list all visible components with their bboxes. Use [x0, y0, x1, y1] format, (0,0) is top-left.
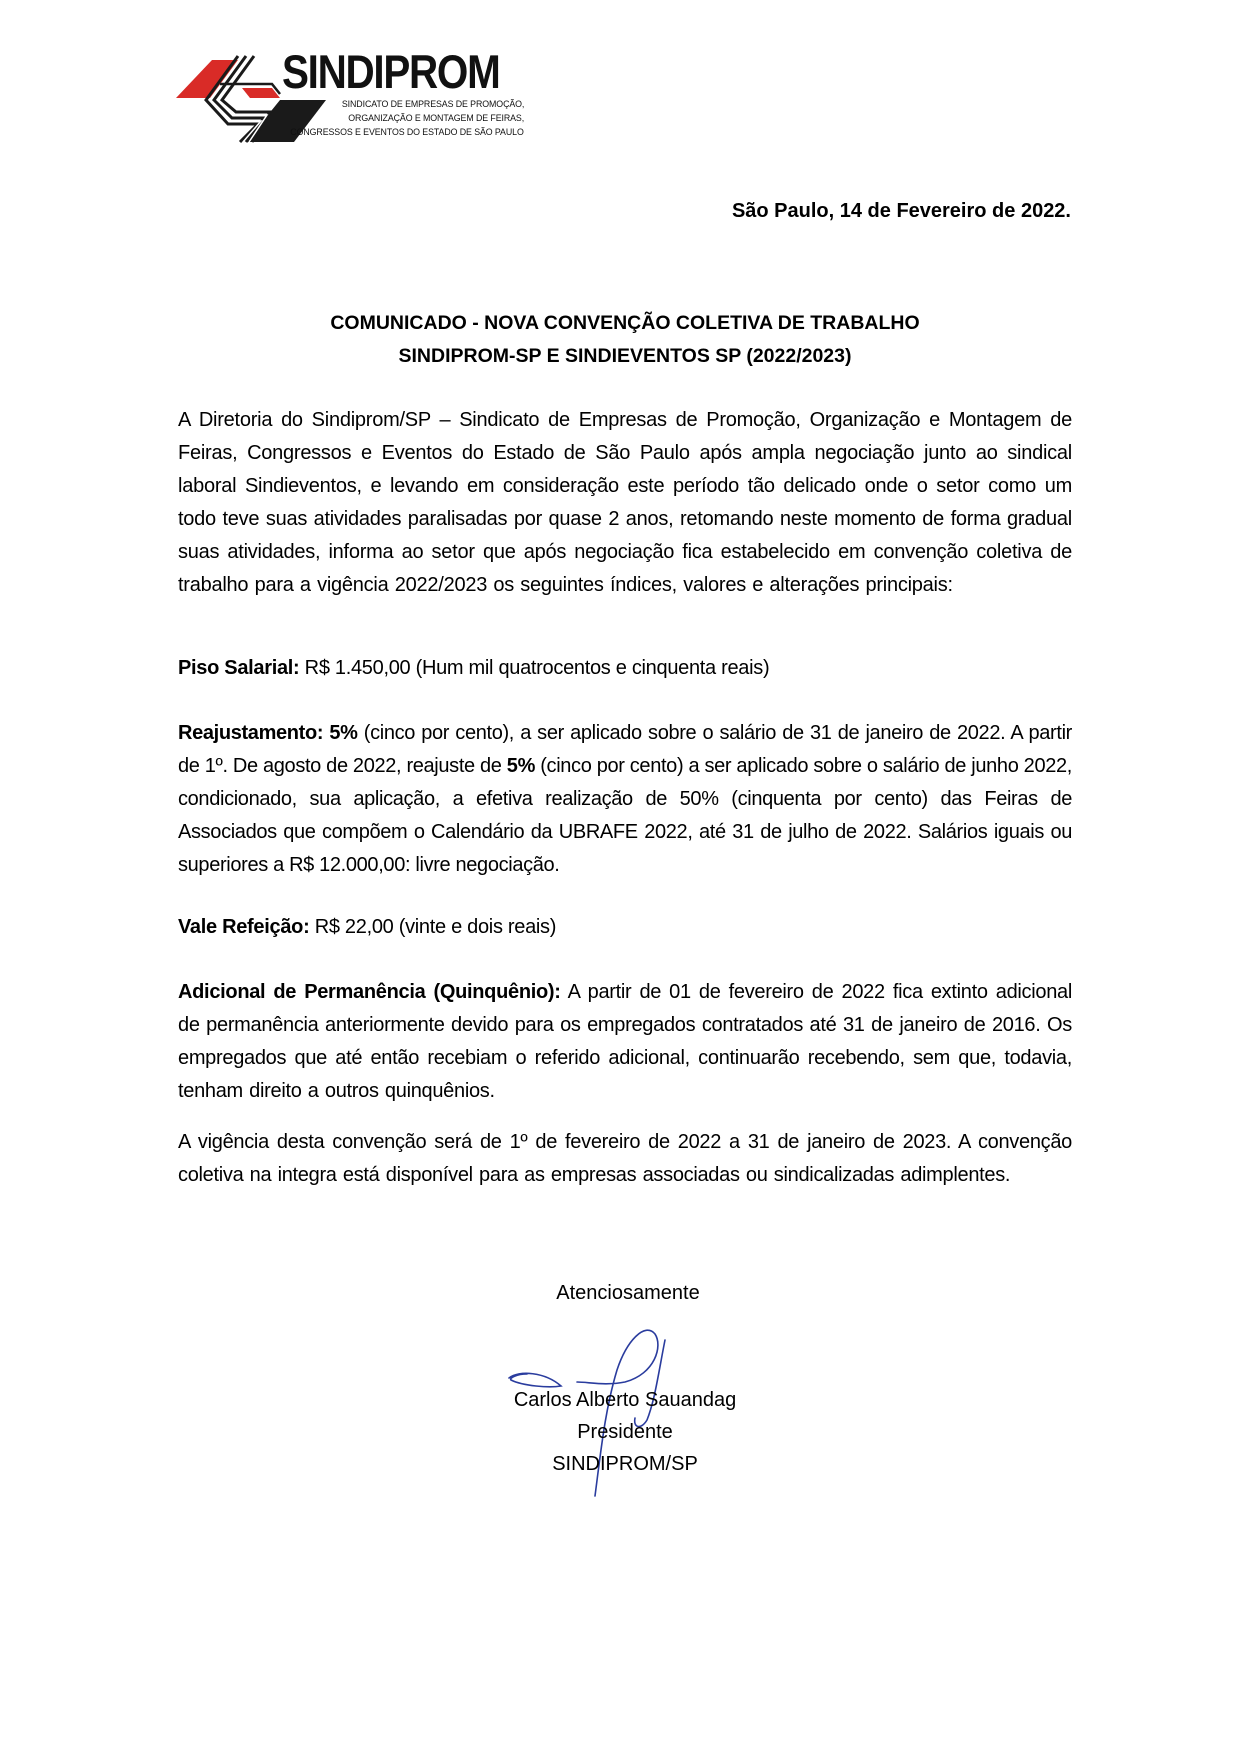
vale-label: Vale Refeição: — [178, 916, 310, 938]
vale-text: R$ 22,00 (vinte e dois reais) — [309, 916, 557, 938]
document-date: São Paulo, 14 de Fevereiro de 2022. — [731, 200, 1071, 222]
salutation: Atenciosamente — [556, 1282, 700, 1304]
sindiprom-logo — [176, 45, 528, 144]
piso-label: Piso Salarial: — [178, 657, 300, 679]
vale-refeicao-paragraph — [178, 911, 1072, 944]
adicional-text: A partir de 01 de fevereiro de 2022 fica extinto adicional de permanência anteriormente devido para os empregados contratados até 31 de janeiro de 2016. Os empregados que até então recebiam o referido adicional, continuarão recebendo, sem que, todavia, tenham direito a outros quinquênios. — [178, 981, 1072, 1102]
piso-text: R$ 1.450,00 (Hum mil quatrocentos e cinquenta reais) — [299, 657, 770, 679]
signer-block — [440, 1384, 810, 1480]
reajuste-pct-1: 5% — [323, 722, 358, 744]
logo-subtitle-line: SINDICATO DE EMPRESAS DE PROMOÇÃO, — [341, 99, 524, 110]
adicional-label: Adicional de Permanência (Quinquênio): — [178, 981, 561, 1003]
title-line-1: COMUNICADO - NOVA CONVENÇÃO COLETIVA DE TRABALHO — [330, 312, 920, 334]
reajuste-text-2: (cinco por cento) a ser aplicado sobre o salário de junho 2022, condicionado, sua aplicação, a efetiva realização de 50% (cinquenta por cento) das Feiras de Associados que compõem o Calendário da UBRAFE 2022, até 31 de julho de 2022. Salários iguais ou superiores a R$ 12.000,00: livre negociação. — [178, 755, 1072, 876]
vigencia-paragraph: A vigência desta convenção será de 1º de fevereiro de 2022 a 31 de janeiro de 2023. A convenção coletiva na integra está disponível para as empresas associadas ou sindicalizadas adimplentes. — [178, 1131, 1072, 1186]
signer-name: Carlos Alberto Sauandag — [513, 1389, 737, 1411]
reajuste-pct-2: 5% — [506, 755, 536, 777]
logo-wordmark: SINDIPROM — [282, 45, 500, 98]
document-title — [178, 307, 1072, 373]
piso-salarial-paragraph — [178, 652, 1072, 685]
intro-paragraph: A Diretoria do Sindiprom/SP – Sindicato de Empresas de Promoção, Organização e Montagem de Feiras, Congressos e Eventos do Estado de São Paulo após ampla negociação junto ao sindical laboral Sindieventos, e levando em consideração este período tão delicado onde o setor como um todo teve suas atividades paralisadas por quase 2 anos, retomando neste momento de forma gradual suas atividades, informa ao setor que após negociação fica estabelecido em convenção coletiva de trabalho para a vigência 2022/2023 os seguintes índices, valores e alterações principais: — [178, 409, 1072, 596]
logo-subtitle-line: ORGANIZAÇÃO E MONTAGEM DE FEIRAS, — [348, 113, 524, 124]
logo-subtitle-line: CONGRESSOS E EVENTOS DO ESTADO DE SÃO PAULO — [290, 127, 524, 138]
reajuste-label: Reajustamento: — [178, 722, 324, 744]
reajuste-text-1: (cinco por cento), a ser aplicado sobre o salário de 31 de janeiro de 2022. A partir de 1º. De agosto de 2022, reajuste de — [178, 722, 1072, 777]
title-line-2: SINDIPROM-SP E SINDIEVENTOS SP (2022/2023) — [398, 345, 852, 367]
reajustamento-paragraph — [178, 717, 1072, 882]
adicional-permanencia-paragraph — [178, 976, 1072, 1108]
signer-organization: SINDIPROM/SP — [552, 1453, 698, 1475]
signer-role: Presidente — [577, 1421, 673, 1443]
